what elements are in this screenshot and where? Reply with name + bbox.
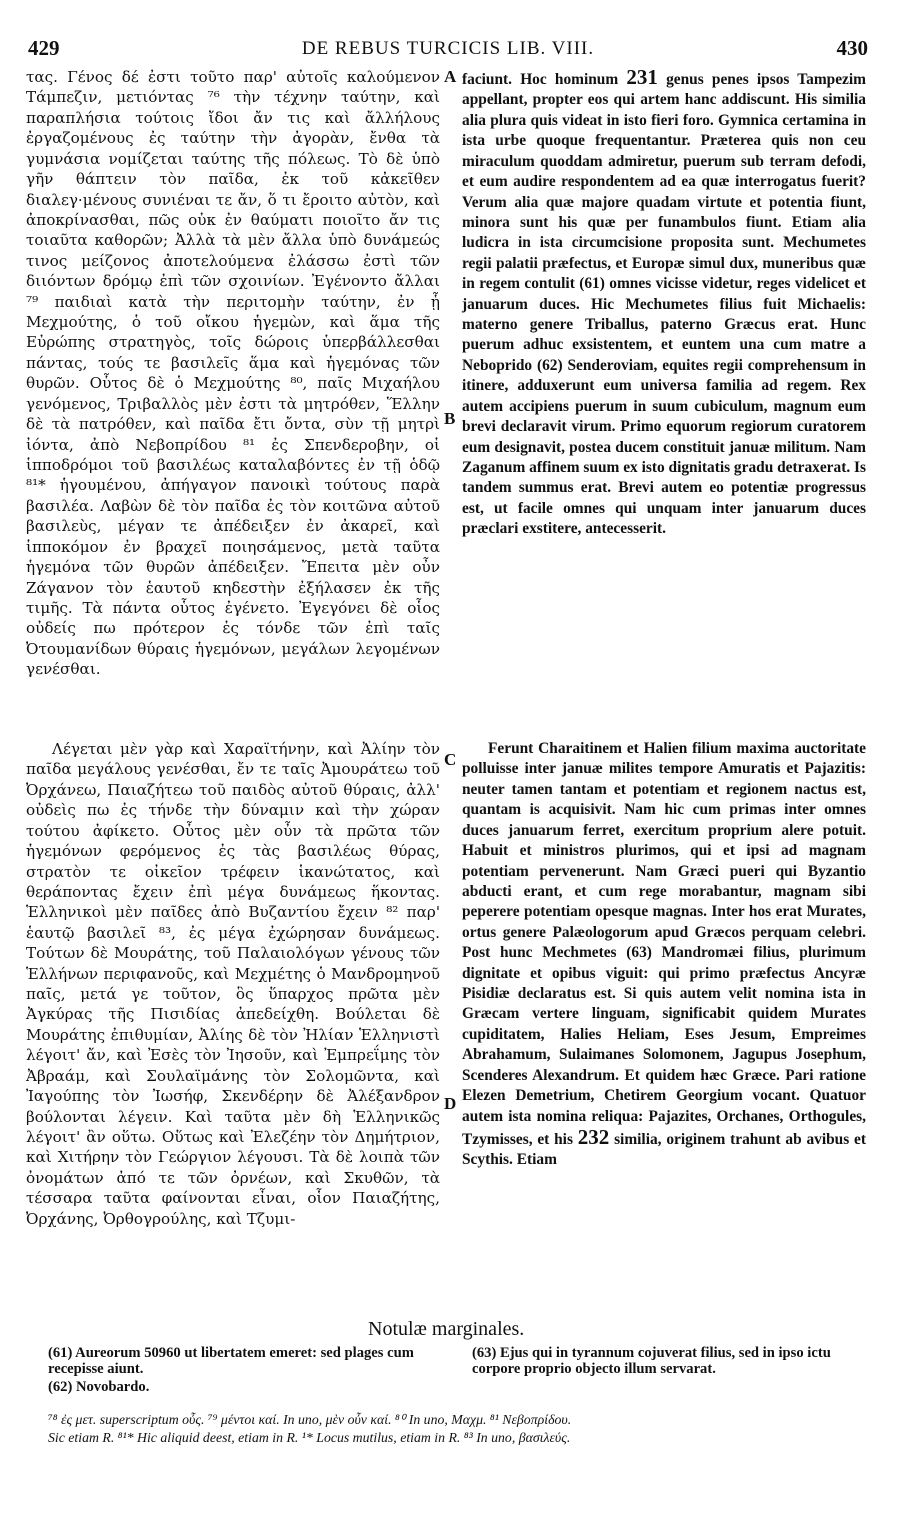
latin-p2-rest: similia, originem trahunt ab avibus et Scythis. Etiam bbox=[462, 1131, 866, 1169]
section-marker-a: A bbox=[444, 67, 457, 86]
greek-paragraph-1: τας. Γένος δέ ἐστι τοῦτο παρ' αὐτοῖς καλούμενον Τάμπεζιν, μετιόντας ⁷⁶ τὴν τέχνην ταύτην, καὶ παραπλήσια τούτοις ἴδοι ἄν τις καὶ ἄλλήλους ἐργαζομένους ἐς ταύτην τὴν ἀγορὰν, ἔνθα τὰ γυμνάσια νομίζεται ταύτης τῆς πόλεως. Τὸ δὲ ὑπὸ γῆν θάπτειν τὸν παῖδα, ἐκ τοῦ κἀκεῖθεν διαλεγ·μένους συνιέναι τε ἄν, ὅ τι ἔροιτο αὐτὸν, καὶ ἀποκρίνασθαι, πῶς οὐκ ἐν θαύματι ποιοῖτο ἄν τις τοιαῦτα καθορῶν; Ἀλλὰ τὰ μὲν ἄλλα ὑπὸ δυνάμεώς τινος μείζονος ἀποτελούμενα ἐλάσσω ἐστὶ τῶν διιόντων δρόμῳ ἐπὶ τῶν σχοινίων. Ἐγένοντο ἄλλαι ⁷⁹ παιδιαὶ κατὰ τὴν περιτομὴν ταύτην, ἐν ᾗ Μεχμούτης, ὁ τοῦ οἴκου ἡγεμὼν, καὶ ἅμα τῆς Εὐρώπης στρατηγὸς, τοῖς δώροις ὑπερβάλλεσθαι πάντας, τούς τε βασιλεῖς ἅμα καὶ ἡγεμόνας τῶν θυρῶν. Οὗτος δὲ ὁ Μεχμούτης ⁸⁰, παῖς Μιχαήλου γενόμενος, Τριβαλλὸς μὲν ἐστι τὰ μητρόθεν, Ἕλλην δὲ τὰ πατρόθεν, καὶ παῖδα ἔτι ὄντα, σὺν τῇ μητρὶ ἰόντα, ἀπὸ Νεβοπρίδου ⁸¹ ἐς Σπενδεροβην, οἱ ἱπποδρόμοι τοῦ βασιλέως καταλαβόντες ἐν τῇ ὁδῷ ⁸¹* ἡγουμένου, ἀπήγαγον πανοικὶ τούτους παρὰ βασιλέα. Λαβὼν δὲ τὸν παῖδα ἐς τὸν κοιτῶνα αὐτοῦ βασιλεὺς, μέγαν τε ἀπέδειξεν ἐν ἀκαρεῖ, καὶ ἱπποκόμον ἐν βραχεῖ ποιησάμενος, μετὰ ταῦτα ἡγεμόνα τῶν θυρῶν ἀπέδειξεν. Ἔπειτα μὲν οὖν Ζάγανον τὸν ἑαυτοῦ κηδεστὴν ἐξήλασεν ἐκ τῆς τιμῆς. Τὰ πάντα οὗτος ἐγένετο. Ἐγεγόνει δὲ οἷος οὐδείς πω πρότερον ἐς τόνδε τῶν ἐπὶ ταῖς Ὀτουμανίδων θύραις ἡγεμόνων, μεγάλων λεγομένων γενέσθαι. bbox=[26, 68, 440, 679]
greek-column-lower bbox=[26, 739, 440, 1339]
note-62: (62) Novobardo. bbox=[48, 1379, 150, 1395]
page-number-left: 429 bbox=[28, 36, 60, 60]
running-title: DE REBUS TURCICIS LIB. VIII. bbox=[301, 38, 595, 59]
latin-paragraph-1 bbox=[462, 67, 866, 540]
page-header bbox=[28, 36, 868, 62]
section-marker-d: D bbox=[444, 1094, 457, 1113]
latin-column-upper bbox=[462, 67, 866, 730]
section-marker-c: C bbox=[444, 750, 457, 769]
latin-p2-start: Ferunt Charaitinem et Halien filium maxima auctoritate polluisse inter januæ milites tempore Amuratis et Pajazitis: neuter tamen tantam et potentiam et regionem nactus est, quantam is acquisivit. Nam hic cum primas inter omnes duces januarum ferret, exercitum proprium alere potuit. Habuit et ministros plurimos, qui et ipsi ad magnam potentiam pervenerunt. Nam Græci pueri qui Byzantio abducti erant, et cum rege morabantur, magnam sibi peperere potentiam opesque magnas. Inter hos erat Murates, ortus genere Palæologorum apud Græcos perquam celebri. Post hunc Mechmetes (63) Mandromæi filius, plurimum dignitate et opibus viguit: qui primo præfectus Ancyræ Pisidiæ declaratus est. Si quis autem velit nomina ista in Græcam vertere linguam, significabit quidem Murates cupiditatem, Halies Heliam, Eses Jesum, Empreimes Abrahamum, Sulaimanes Solomonem, Jagupus Josephum, Scenderes Alexandrum. Et quidem hæc Græce. Pari ratione Elezen Demetrium, Chetirem Georgium vocant. Quatuor autem ista nomina reliqua: Pajazites, Orchanes, Orthogules, Tzymisses, et his bbox=[462, 740, 866, 1149]
latin-p1-rest: genus penes ipsos Tampezim appellant, propter eos qui artem hanc addiscunt. His similia alia plura quis videat in isto fieri foro. Gymnica certamina in ista urbe quoque frequentantur. Præterea quis non ceu miraculum quoddam admiretur, puerum sub terram defodi, et eum audire respondentem ad ea quæ interrogatus fuerit? Verum alia quæ majore quadam virtute et potentia fiunt, minora sunt his quæ per funambulos fiunt. Etiam alia ludicra in ista circumcisione proposita sunt. Mechumetes regii palatii præfectus, et Europæ simul dux, muneribus quæ in regem contulit (61) omnes vicisse videtur, reges videlicet et januarum duces. Hic Mechumetes filius fuit Michaelis: materno genere Triballus, paterno Græcus erat. Hunc puerum adhuc exsistentem, et euntem una cum matre a Neboprido (62) Senderoviam, equites regii comprehensum in itinere, adduxerunt eum universa familia ad regem. Rex autem accipiens puerum in suum cubiculum, magnum eum brevi declaravit virum. Primo equorum regiorum curatorem eum designavit, postea ducem constituit januæ militum. Nam Zaganum affinem suum ex isto dignitatis gradu detraxerat. Is tandem summus erat. Brevi autem eo potentiæ progressus est, ut facile omnes qui unquam inter januarum duces præclari exstitere, antecesserit. bbox=[462, 71, 867, 538]
note-63: (63) Ejus qui in tyrannum cojuverat filius, sed in ipso ictu corpore proprio objecto illum servarat. bbox=[472, 1345, 831, 1377]
note-61: (61) Aureorum 50960 ut libertatem emeret: sed plages cum recepisse aiunt. bbox=[48, 1345, 414, 1377]
footnote-line-2: Sic etiam R. ⁸¹* Hic aliquid deest, etiam in R. ¹* Locus mutilus, etiam in R. ⁸³ In uno, βασιλεύς. bbox=[48, 1430, 571, 1445]
section-marker-b: B bbox=[444, 409, 456, 428]
footnote-line-1: ⁷⁸ ἐς μετ. superscriptum οὖς. ⁷⁹ μέντοι καί. In uno, μὲν οὖν καί. ⁸⁰ In uno, Μαχμ. ⁸¹ Νεβοπρίδου. bbox=[48, 1412, 572, 1427]
latin-paragraph-2 bbox=[462, 739, 866, 1171]
latin-column-lower bbox=[462, 739, 866, 1339]
greek-column-upper bbox=[26, 67, 440, 730]
latin-p1-start: faciunt. Hoc hominum bbox=[462, 71, 619, 88]
greek-paragraph-2: Λέγεται μὲν γὰρ καὶ Χαραϊτήνην, καὶ Ἀλίην τὸν παῖδα μεγάλους γενέσθαι, ἔν τε ταῖς Ἀμουράτεω τοῦ Ὀρχάνεω, Παιαζήτεω τοῦ παιδὸς αὐτοῦ θύραις, ἀλλ' οὐδεὶς πω ἐς τήνδε τὴν δύναμιν καὶ τὴν χώραν τούτου ἀφίκετο. Οὗτος μὲν οὖν τὰ πρῶτα τῶν ἡγεμόνων φερόμενος ἐς τὰς βασιλέως θύρας, στρατὸν τε οἰκεῖον τρέφειν ἱκανώτατος, καὶ θεράποντας ἔχειν ἐπὶ μέγα δυνάμεως ἥκοντας. Ἑλληνικοὶ μὲν παῖδες ἀπὸ Βυζαντίου ἔχειν ⁸² παρ' ἑαυτῷ βασιλεῖ ⁸³, ἐς μέγα ἐχώρησαν δυνάμεως. Τούτων δὲ Μουράτης, τοῦ Παλαιολόγων γένους τῶν Ἑλλήνων περιφανοῦς, καὶ Μεχμέτης ὁ Μανδρομηνοῦ παῖς, μετά γε τοῦτον, ὃς ὕπαρχος πρῶτα μὲν Ἀγκύρας τῆς Πισιδίας ἀπεδείχθη. Βούλεται δὲ Μουράτης ἐπιθυμίαν, Ἀλίης δὲ τὸν Ἠλίαν Ἑλληνιστὶ λέγοιτ' ἄν, καὶ Ἐσὲς τὸν Ἰησοῦν, καὶ Ἐμπρεΐμης τὸν Ἀβραάμ, καὶ Σουλαϊμάνης τὸν Σολομῶντα, καὶ Ἰαγούπης τὸν Ἰωσήφ, Σκενδέρην δὲ Ἀλέξανδρον βούλονται λέγειν. Καὶ ταῦτα μὲν δὴ Ἑλληνικῶς λέγοιτ' ἂν οὕτω. Οὕτως καὶ Ἐλεζέην τὸν Δημήτριον, καὶ Χιτήρην τὸν Γεώργιον λέγουσι. Τὰ δὲ λοιπὰ τῶν ὀνομάτων ἀπό τε τῶν ὀρνέων, καὶ Σκυθῶν, τὰ τέσσαρα ταῦτα φαίνονται εἶναι, οἷον Παιαζήτης, Ὀρχάνης, Ὀρθογρούλης, καὶ Τζυμι- bbox=[26, 740, 440, 1228]
column-number-231: 231 bbox=[626, 65, 658, 89]
marginal-notes-title: Notulæ marginales. bbox=[368, 1318, 525, 1340]
page-number-right: 430 bbox=[836, 36, 868, 60]
column-number-232: 232 bbox=[577, 1125, 610, 1150]
